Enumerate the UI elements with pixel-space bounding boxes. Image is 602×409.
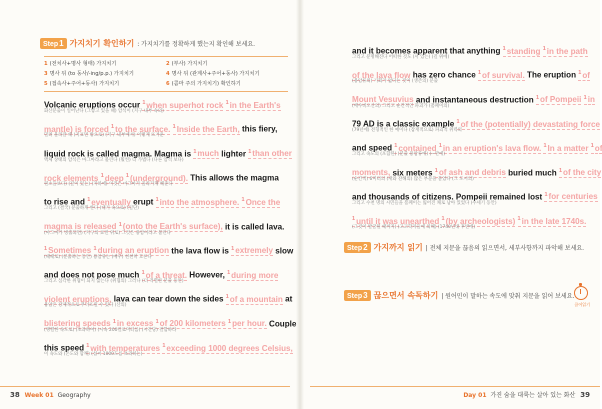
legend-text: (접속사+주어+동사) 가지치기 (49, 81, 120, 87)
step2-title: 가지까지 읽기 (373, 243, 423, 252)
english-text: this speed $^1$with temperatures $^1$exceeding 1000 degrees Celsius, (44, 343, 293, 353)
phrase-chunk: $^1$per hour. (228, 318, 267, 329)
english-text: 79 AD is a classic example $^1$of the (potentially) devastating force (352, 118, 601, 129)
legend-item (166, 59, 288, 69)
legend-text: 명사 뒤 (관계사+주어+동사) 가지치기 (171, 71, 260, 77)
english-text: moments, six meters $^1$of ash and debris buried much $^1$of the city (352, 167, 602, 178)
phrase-chunk: $^1$much (193, 148, 219, 159)
step3-desc: | 원어민이 말하는 속도에 맞춰 지문을 읽어 보세요. (441, 293, 575, 300)
phrase-chunk: $^1$for centuries (544, 191, 598, 202)
phrase-chunk: $^1$in an eruption's lava flow. (438, 143, 542, 153)
step3-badge: Step3 (344, 290, 371, 301)
legend-number: 2 (166, 61, 170, 67)
korean-gloss: (그것이 발굴될 때까지) (고고학자들에 의해) (1740년대 후반에) (352, 225, 476, 231)
english-text: Mount Vesuvius and instantaneous destruction $^1$of Pompeii $^1$in (352, 94, 595, 105)
right-footer (463, 390, 590, 399)
phrase-chunk: $^1$(onto the Earth's surface), (118, 221, 223, 232)
phrase-chunk: $^1$of (590, 143, 602, 153)
korean-gloss: (때때로) (분출하는 동안) 용암류는 (매우) 천천히 흐른다 (44, 254, 152, 260)
english-text: of the lava flow has zero chance $^1$of survival. The eruption $^1$of (352, 70, 590, 80)
english-text: and does not pose much $^1$of a threat. However, $^1$during more (44, 270, 279, 280)
passage-line (352, 214, 587, 231)
korean-gloss: 원소들보다) (깊이 있는) (지하에) 이것은 마그마가 올라가게 해준다 (44, 181, 173, 187)
step2-header (344, 242, 584, 253)
korean-gloss: (베수비오산의) 그리고 순간적인 파괴가 (폼페이의) (352, 103, 450, 109)
step1-desc: : 가지치기를 정확하게 했는지 확인해 보세요. (137, 41, 256, 48)
phrase-chunk: blistering speeds (44, 319, 111, 329)
english-text: violent eruptions, lava can tear down the sides $^1$of a mountain at (44, 294, 293, 305)
step3-header (344, 290, 574, 301)
korean-gloss: 그리고 수천 명의 시민들을 폼페이는 잃어진 채로 남아 있었다 (수세기 동안) (352, 200, 497, 206)
legend-item (44, 79, 166, 89)
legend-number: 5 (44, 81, 48, 87)
korean-gloss: 밀려 올라갈 때 (지표면 밖으로) (지구 내부에서) 이렇게 뜨거운 (44, 133, 164, 139)
phrase-chunk: $^1$of the (potentially) devastating force (456, 118, 601, 129)
phrase-chunk: magma is released (44, 222, 117, 232)
passage-line (352, 166, 602, 182)
legend-box (44, 56, 288, 92)
passage-line (44, 195, 281, 212)
legend-item (44, 69, 166, 79)
phrase-chunk: $^1$standing (502, 46, 541, 56)
left-footer (10, 391, 91, 399)
phrase-chunk: $^1$of 200 kilometers (155, 318, 226, 329)
legend-item (44, 59, 166, 69)
right-page (300, 0, 600, 409)
english-text: and it becomes apparent that anything $^1$standing $^1$in the path (352, 46, 588, 56)
passage-line (44, 341, 293, 357)
phrase-chunk: $^1$Inside the Earth, (172, 124, 240, 134)
lesson-title: 가진 숨을 대륙는 살아 있는 화산 (490, 392, 576, 399)
phrase-chunk: $^1$of (578, 70, 590, 80)
footer-rule (310, 386, 600, 387)
legend-item (166, 79, 288, 89)
legend-row (44, 59, 288, 69)
phrase-chunk: $^1$(underground). (125, 172, 188, 183)
phrase-chunk: $^1$in the late 1740s. (517, 216, 587, 226)
phrase-chunk: $^1$Once the (241, 197, 281, 207)
phrase-chunk: $^1$of survival. (477, 70, 525, 80)
week-label: Week 01 (24, 392, 54, 399)
phrase-chunk: $^1$eventually (87, 197, 131, 207)
passage-line (44, 220, 285, 236)
phrase-chunk: moments, (352, 168, 391, 178)
legend-number: 4 (166, 71, 170, 77)
passage-line (352, 117, 601, 133)
passage-line (44, 317, 297, 333)
phrase-chunk: $^1$Sometimes (44, 245, 92, 256)
english-text: Volcanic eruptions occur $^1$when superhot rock $^1$in the Earth's (44, 100, 281, 110)
phrase-chunk: $^1$(by archeologists) (441, 216, 516, 226)
passage-line (352, 190, 598, 206)
english-text: liquid rock is called magma. Magma is $^1$much lighter $^1$than other (44, 148, 292, 159)
phrase-chunk: violent eruptions, (44, 295, 112, 305)
passage-line (352, 93, 595, 109)
phrase-chunk: $^1$contained (394, 143, 437, 153)
korean-gloss: (순간적) 6미터의 (재와 잔해의) 많은 부분을 묻었다 (그 도시의) (352, 176, 474, 182)
page-number: 39 (580, 391, 590, 399)
phrase-chunk: $^1$of a threat. (141, 270, 188, 280)
stopwatch-icon (574, 286, 588, 300)
legend-item (166, 69, 288, 79)
phrase-chunk: $^1$of Pompeii (535, 94, 582, 105)
english-text: magma is released $^1$(onto the Earth's surface), it is called lava. (44, 221, 285, 232)
passage-line (44, 268, 279, 285)
korean-gloss: 용암은 강제적으로 무너뜨릴 수 있다 (산의) (44, 303, 127, 309)
legend-text: 명사 뒤 (to 동사/-ing/p.p.) 가지치기 (49, 71, 134, 77)
passage-line (352, 68, 590, 85)
legend-text: (콤마 주의 가지치기) 확인하기 (171, 81, 241, 87)
korean-gloss: (용암류의) 기회가 없다는 것이 (생존의) 분출 (352, 79, 438, 85)
english-text: and speed $^1$contained $^1$in an eruption's lava flow. $^1$In a matter $^1$of (352, 143, 602, 153)
passage-line (44, 98, 281, 114)
phrase-chunk: $^1$to the surface. (111, 124, 171, 134)
phrase-chunk: $^1$extremely (231, 245, 274, 256)
legend-text: (부사) 가지치기 (171, 61, 208, 67)
passage-line (352, 141, 602, 158)
legend-row (44, 79, 288, 89)
subject-label: Geography (57, 392, 91, 399)
phrase-chunk: $^1$in excess (112, 318, 154, 329)
phrase-chunk: rock elements (44, 173, 99, 183)
passage-line (44, 147, 292, 163)
legend-row (44, 69, 288, 79)
phrase-chunk: of the lava flow (352, 70, 411, 80)
passage-line (44, 244, 294, 260)
day-label: Day 01 (463, 392, 487, 399)
step1-badge: Step1 (40, 38, 67, 49)
english-text: and thousands of citizens. Pompeii remained lost $^1$for centuries (352, 191, 598, 202)
passage-line (44, 292, 293, 309)
english-text: $^1$Sometimes $^1$during an eruption the lava flow is $^1$extremely slow (44, 245, 294, 256)
phrase-chunk: $^1$than other (248, 148, 292, 159)
phrase-chunk: $^1$during more (227, 270, 279, 280)
phrase-chunk: $^1$during an eruption (93, 245, 170, 256)
phrase-chunk: $^1$until it was unearthed (352, 216, 440, 226)
phrase-chunk: $^1$In a matter (543, 143, 589, 153)
phrase-chunk: $^1$when superhot rock (142, 100, 224, 110)
passage-line (44, 171, 279, 187)
step2-badge: Step2 (344, 242, 371, 253)
timer-label: 끊어읽기 (574, 302, 590, 307)
phrase-chunk: $^1$into the atmosphere. (155, 197, 240, 207)
phrase-chunk: $^1$in the Earth's (225, 100, 281, 110)
legend-text: (전치사+명사 형태) 가지치기 (49, 61, 117, 67)
phrase-chunk: $^1$deep (100, 172, 124, 183)
page-number: 38 (10, 391, 20, 399)
korean-gloss: 그리고 심각한 위협이 되지 않는다 (위협의) 그러나 (더 격렬한 분출 동안) (44, 279, 184, 285)
legend-number: 1 (44, 61, 48, 67)
korean-gloss: (맹렬한 속도로) (초과하여) (시속 200킬로미터를) (시간당) 결합하라 (44, 327, 177, 333)
english-text: rock elements $^1$deep $^1$(underground). This allows the magma (44, 172, 279, 183)
step1-header (40, 38, 255, 49)
legend-number: 6 (166, 81, 170, 87)
korean-gloss: 이 속도와 (온도와 함께) (섭씨 1000도를 초과하는) (44, 352, 143, 357)
english-text: mantle) is forced $^1$to the surface. $^1$Inside the Earth, this fiery, (44, 124, 278, 134)
korean-gloss: 그리고 속도의 (포함된) (분출 용암류에) (~만에) (352, 152, 446, 158)
phrase-chunk: mantle) is forced (44, 124, 109, 134)
english-text: blistering speeds $^1$in excess $^1$of 200 kilometers $^1$per hour. Couple (44, 318, 297, 329)
korean-gloss: (마그마가 방출되면) (지구의 표면 위로) 그것은 용암이라고 불린다 (44, 230, 171, 236)
step2-desc: | 전체 지문을 끊음의 읽으면서, 세부사항까지 파악해 보세요. (425, 245, 585, 252)
korean-gloss: 그리고 분명해진다 어떠한 것도 (서 있는) (길 위에) (352, 55, 450, 60)
phrase-chunk: $^1$in (583, 94, 595, 105)
english-text: to rise and $^1$eventually erupt $^1$into the atmosphere. $^1$Once the (44, 197, 281, 207)
phrase-chunk: $^1$of a mountain (225, 294, 283, 305)
phrase-chunk: Mount Vesuvius (352, 95, 414, 105)
phrase-chunk: $^1$exceeding 1000 degrees Celsius, (162, 343, 293, 353)
passage-line (44, 122, 278, 139)
phrase-chunk: $^1$of ash and debris (434, 167, 506, 178)
passage-line (352, 44, 588, 60)
legend-number: 3 (44, 71, 48, 77)
korean-gloss: 화산분출이 일어난다 (그렇고 있을 때) 암석이 (지구 내부 속의) (44, 109, 164, 114)
korean-gloss: (79년에) 전형적인 한 예이다 (잠재적으로) 파괴적 위력의 (352, 127, 462, 133)
korean-gloss: 그리고 (결국) 분출하게 한다 (대기 속으로) (일단) (44, 206, 139, 212)
step3-title: 끊으면서 속독하기 (373, 291, 439, 300)
korean-gloss: 액체 상태의 암석은 마그마라고 불린다 (훨씬) 더 가볍다 (다른 암석 보다) (44, 157, 184, 163)
phrase-chunk: $^1$with temperatures (86, 343, 161, 353)
footer-rule (0, 386, 290, 387)
left-page (0, 0, 300, 409)
step1-title: 가지치기 확인하기 (69, 39, 135, 48)
phrase-chunk: $^1$of the city (558, 167, 602, 178)
phrase-chunk: $^1$in the path (542, 46, 588, 56)
